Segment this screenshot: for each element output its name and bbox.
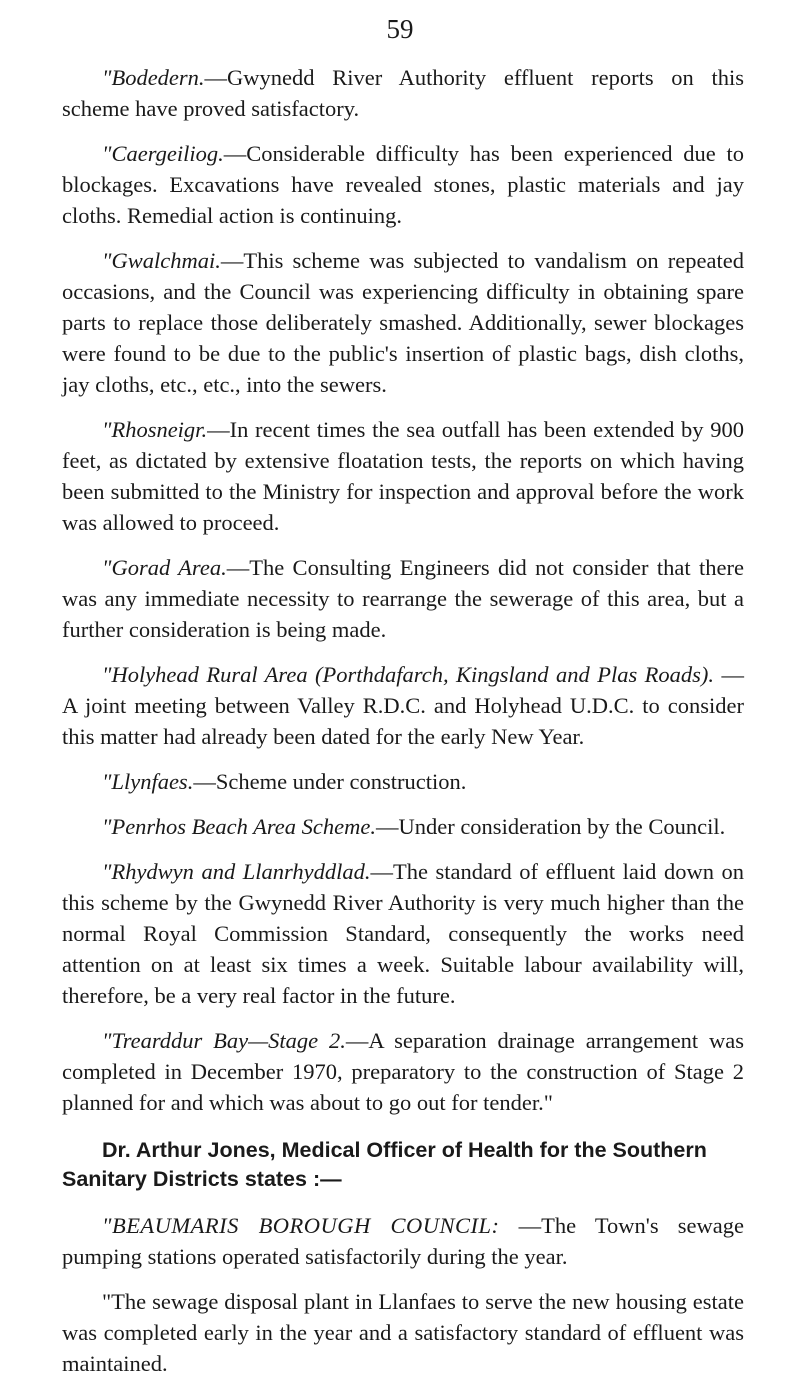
paragraph-text: —Considerable difficulty has been experienced due to blockages. Excavations have revealed stones, plastic materials and jay cloths. Remedial action is continuing. xyxy=(62,141,744,228)
paragraph-text: —The standard of effluent laid down on this scheme by the Gwynedd River Authority is very much higher than the normal Royal Commission Standard, consequently the works need attention on at least six times a week. Suitable labour availability will, therefore, be a very real factor in the future. xyxy=(62,859,744,1008)
paragraph-penrhos-beach xyxy=(62,811,744,842)
paragraph-lead: "Rhosneigr. xyxy=(102,417,208,442)
paragraph-caergeiliog xyxy=(62,138,744,231)
paragraph-bodedern xyxy=(62,62,744,124)
paragraph-gwalchmai xyxy=(62,245,744,400)
paragraph-lead: "Gwalchmai. xyxy=(102,248,221,273)
paragraph-rhosneigr xyxy=(62,414,744,538)
paragraph-lead: "Llynfaes. xyxy=(102,769,194,794)
paragraph-text: —The Consulting Engineers did not consider that there was any immediate necessity to rearrange the sewerage of this area, but a further consideration is being made. xyxy=(62,555,744,642)
paragraph-text: —This scheme was subjected to vandalism on repeated occasions, and the Council was experiencing difficulty in obtaining spare parts to replace those deliberately smashed. Additionally, sewer blockages were found to be due to the public's insertion of plastic bags, dish cloths, jay cloths, etc., etc., into the sewers. xyxy=(62,248,744,397)
paragraph-beaumaris xyxy=(62,1210,744,1272)
paragraph-trearddur-bay xyxy=(62,1025,744,1118)
paragraph-lead: "Rhydwyn and Llanrhyddlad. xyxy=(102,859,371,884)
paragraph-rhydwyn xyxy=(62,856,744,1011)
paragraph-lead: "Gorad Area. xyxy=(102,555,227,580)
paragraph-lead: "Holyhead Rural Area (Porthdafarch, Kingsland and Plas Roads). xyxy=(102,662,715,687)
paragraph-text: —Scheme under construction. xyxy=(193,769,467,794)
paragraph-text: —Gwynedd River Authority effluent reports on this scheme have proved satisfactory. xyxy=(62,65,744,121)
paragraph-lead: "Caergeiliog. xyxy=(102,141,224,166)
paragraph-lead: "Trearddur Bay—Stage 2. xyxy=(102,1028,346,1053)
paragraph-lead: "Penrhos Beach Area Scheme. xyxy=(102,814,376,839)
section-heading: Dr. Arthur Jones, Medical Officer of Health for the Southern Sanitary Districts states :— xyxy=(62,1138,707,1191)
paragraph-lead: "Bodedern. xyxy=(102,65,205,90)
paragraph-llynfaes xyxy=(62,766,744,797)
paragraph-text: —Under consideration by the Council. xyxy=(375,814,726,839)
paragraph-text: —In recent times the sea outfall has been extended by 900 feet, as dictated by extensive floatation tests, the reports on which having been submitted to the Ministry for inspection and approval before the work was allowed to proceed. xyxy=(62,417,744,535)
paragraph-text: "The sewage disposal plant in Llanfaes to serve the new housing estate was completed early in the year and a satisfactory standard of effluent was maintained. xyxy=(62,1289,744,1376)
paragraph-llanfaes xyxy=(62,1286,744,1379)
paragraph-text: —A joint meeting between Valley R.D.C. and Holyhead U.D.C. to consider this matter had already been dated for the early New Year. xyxy=(62,662,744,749)
paragraph-gorad-area xyxy=(62,552,744,645)
paragraph-lead: "BEAUMARIS BOROUGH COUNCIL: xyxy=(102,1213,500,1238)
paragraph-holyhead-rural xyxy=(62,659,744,752)
paragraph-text: —A separation drainage arrangement was completed in December 1970, preparatory to the construction of Stage 2 planned for and which was about to go out for tender." xyxy=(62,1028,744,1115)
body-text xyxy=(62,62,744,1393)
paragraph-text: —The Town's sewage pumping stations operated satisfactorily during the year. xyxy=(62,1213,744,1269)
page-number: 59 xyxy=(386,14,414,44)
